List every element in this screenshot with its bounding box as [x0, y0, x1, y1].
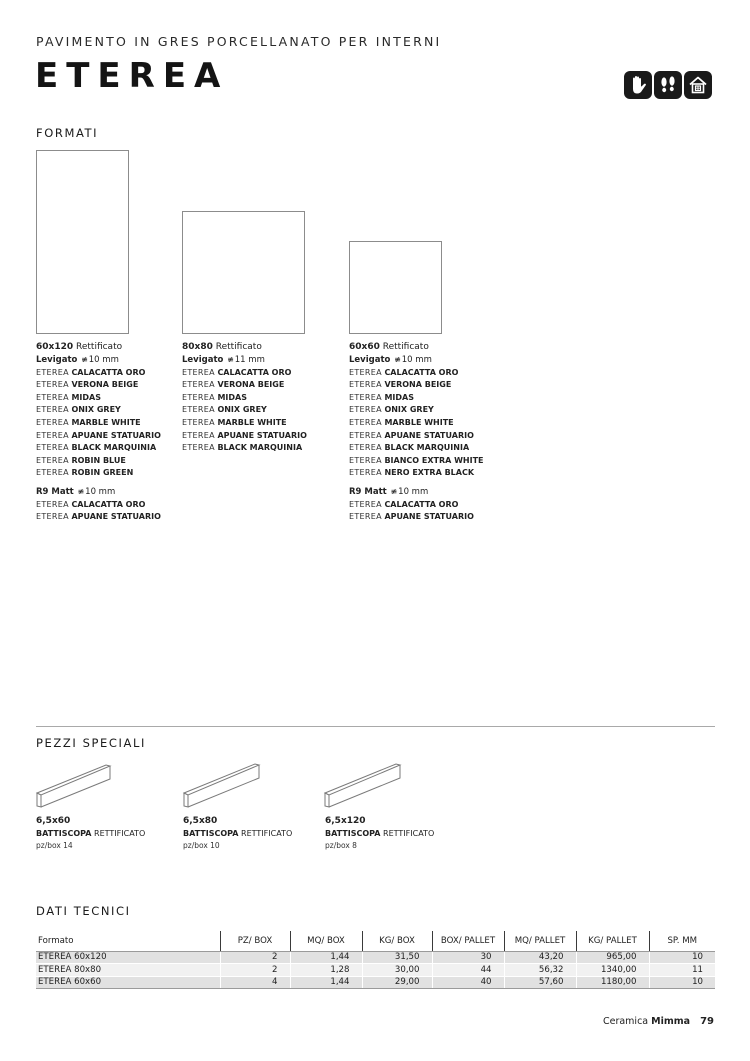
item-prefix: ETEREA — [349, 392, 382, 402]
hand-stop-icon — [624, 71, 652, 99]
page-footer — [603, 1016, 714, 1027]
footer-brand-light: Ceramica — [602, 1016, 649, 1027]
item-name: NERO EXTRA BLACK — [384, 468, 475, 478]
table-header-cell: KG/ PALLET — [576, 931, 649, 951]
format-thickness: 10 mm — [85, 486, 116, 497]
home-icon — [684, 71, 712, 99]
table-cell: 10 — [649, 951, 715, 964]
special-piece-name: BATTISCOPA — [325, 828, 381, 838]
format-size-note: Rettificato — [382, 342, 429, 352]
table-row — [36, 964, 715, 977]
item-prefix: ETEREA — [36, 367, 69, 377]
list-item — [182, 442, 307, 455]
table-cell: 2 — [220, 951, 290, 964]
list-item — [182, 404, 307, 417]
item-name: BLACK MARQUINIA — [384, 443, 470, 453]
item-name: APUANE STATUARIO — [217, 430, 307, 440]
item-prefix: ETEREA — [36, 380, 69, 390]
list-item — [36, 511, 161, 524]
list-item — [349, 442, 484, 455]
item-prefix: ETEREA — [349, 367, 382, 377]
list-item — [182, 379, 307, 392]
list-item — [349, 404, 484, 417]
page-title: ETEREA — [35, 56, 229, 96]
special-piece — [36, 815, 145, 853]
item-name: CALACATTA ORO — [384, 367, 459, 377]
thickness-icon: ≢ — [390, 486, 398, 496]
list-item — [182, 367, 307, 380]
table-cell: ETEREA 60x60 — [36, 976, 220, 989]
table-header-cell: KG/ BOX — [362, 931, 432, 951]
list-item — [349, 430, 484, 443]
table-cell: 57,60 — [504, 976, 576, 989]
item-name: ONIX GREY — [217, 405, 267, 415]
footer-brand-bold: Mimma — [651, 1016, 691, 1027]
item-prefix: ETEREA — [36, 417, 69, 427]
list-item — [36, 379, 161, 392]
footprints-icon — [654, 71, 682, 99]
format-finish: Levigato — [349, 355, 391, 365]
item-prefix: ETEREA — [182, 392, 215, 402]
formati-title: FORMATI — [36, 126, 99, 140]
table-cell: 10 — [649, 976, 715, 989]
item-prefix: ETEREA — [182, 417, 215, 427]
format-column — [182, 341, 307, 455]
table-cell: 40 — [432, 976, 504, 989]
item-prefix: ETEREA — [36, 392, 69, 402]
list-item — [349, 379, 484, 392]
table-cell: 965,00 — [576, 951, 649, 964]
item-prefix: ETEREA — [182, 405, 215, 415]
item-prefix: ETEREA — [349, 430, 382, 440]
item-name: VERONA BEIGE — [384, 380, 452, 390]
item-prefix: ETEREA — [349, 512, 382, 522]
format-finish: R9 Matt — [36, 486, 74, 497]
table-cell: 29,00 — [362, 976, 432, 989]
format-size-note: Rettificato — [215, 342, 262, 352]
format-finish: Levigato — [182, 355, 224, 365]
item-name: APUANE STATUARIO — [71, 430, 161, 440]
list-item — [36, 404, 161, 417]
special-piece-pz: pz/box 10 — [183, 841, 220, 850]
item-name: ONIX GREY — [384, 405, 434, 415]
tile-80x80-preview — [182, 211, 305, 334]
item-name: APUANE STATUARIO — [384, 430, 474, 440]
list-item — [36, 417, 161, 430]
item-name: ROBIN BLUE — [71, 455, 126, 465]
item-name: MIDAS — [217, 392, 247, 402]
item-prefix: ETEREA — [36, 499, 69, 509]
list-item — [36, 392, 161, 405]
thickness-icon: ≢ — [394, 355, 401, 364]
table-cell: 30,00 — [362, 964, 432, 977]
table-cell: 44 — [432, 964, 504, 977]
format-column — [349, 341, 484, 524]
format-thickness: 10 mm — [401, 355, 432, 365]
format-size: 80x80 — [182, 342, 213, 352]
list-item — [36, 455, 161, 468]
table-row — [36, 976, 715, 989]
table-cell: 56,32 — [504, 964, 576, 977]
item-name: MARBLE WHITE — [384, 417, 454, 427]
section-divider — [36, 726, 715, 727]
list-item — [182, 392, 307, 405]
table-cell: ETEREA 80x80 — [36, 964, 220, 977]
tile-60x60-preview — [349, 241, 442, 334]
list-item — [36, 367, 161, 380]
special-piece-pz: pz/box 14 — [36, 841, 73, 850]
thickness-icon: ≢ — [81, 355, 88, 364]
skirting-60-illustration — [34, 760, 114, 810]
list-item — [349, 499, 484, 512]
special-piece — [183, 815, 292, 853]
list-item — [36, 499, 161, 512]
list-item — [182, 430, 307, 443]
item-prefix: ETEREA — [36, 405, 69, 415]
special-piece-note: RETTIFICATO — [241, 828, 293, 838]
table-cell: 1,44 — [290, 976, 362, 989]
format-size-note: Rettificato — [76, 342, 123, 352]
special-piece-note: RETTIFICATO — [94, 828, 146, 838]
item-name: APUANE STATUARIO — [71, 512, 161, 522]
item-prefix: ETEREA — [36, 455, 69, 465]
item-prefix: ETEREA — [182, 443, 215, 453]
table-header-cell: Formato — [36, 931, 220, 951]
dati-tecnici-title: DATI TECNICI — [36, 904, 131, 918]
table-header-cell: SP. MM — [649, 931, 715, 951]
item-name: APUANE STATUARIO — [384, 512, 474, 522]
item-name: VERONA BEIGE — [71, 380, 139, 390]
item-prefix: ETEREA — [36, 430, 69, 440]
item-prefix: ETEREA — [182, 380, 215, 390]
item-name: MIDAS — [71, 392, 101, 402]
skirting-80-illustration — [181, 760, 261, 810]
special-piece-size: 6,5x120 — [325, 816, 366, 826]
item-name: BLACK MARQUINIA — [217, 443, 303, 453]
item-name: CALACATTA ORO — [217, 367, 292, 377]
special-piece — [325, 815, 434, 853]
table-header-cell: MQ/ PALLET — [504, 931, 576, 951]
table-cell: 43,20 — [504, 951, 576, 964]
table-header-row — [36, 931, 715, 951]
item-prefix: ETEREA — [349, 405, 382, 415]
list-item — [36, 467, 161, 480]
list-item — [349, 392, 484, 405]
table-cell: 4 — [220, 976, 290, 989]
technical-data-table — [36, 931, 715, 989]
item-prefix: ETEREA — [349, 380, 382, 390]
table-cell: 1340,00 — [576, 964, 649, 977]
skirting-120-illustration — [322, 760, 402, 810]
format-finish: R9 Matt — [349, 486, 387, 497]
table-cell: 11 — [649, 964, 715, 977]
list-item — [182, 417, 307, 430]
item-name: VERONA BEIGE — [217, 380, 285, 390]
tile-60x120-preview — [36, 150, 129, 334]
special-piece-size: 6,5x60 — [36, 816, 71, 826]
table-cell: 1,28 — [290, 964, 362, 977]
special-piece-name: BATTISCOPA — [36, 828, 92, 838]
table-cell: 1180,00 — [576, 976, 649, 989]
item-prefix: ETEREA — [36, 468, 69, 478]
item-name: ROBIN GREEN — [71, 468, 134, 478]
item-prefix: ETEREA — [349, 455, 382, 465]
special-piece-pz: pz/box 8 — [325, 841, 357, 850]
item-prefix: ETEREA — [36, 512, 69, 522]
item-prefix: ETEREA — [36, 443, 69, 453]
item-prefix: ETEREA — [349, 443, 382, 453]
item-name: BLACK MARQUINIA — [71, 443, 157, 453]
format-thickness: 11 mm — [234, 355, 265, 365]
list-item — [36, 430, 161, 443]
format-finish: Levigato — [36, 355, 78, 365]
item-name: CALACATTA ORO — [71, 367, 146, 377]
table-cell: 31,50 — [362, 951, 432, 964]
list-item — [349, 455, 484, 468]
special-piece-note: RETTIFICATO — [383, 828, 435, 838]
pezzi-speciali-title: PEZZI SPECIALI — [36, 736, 146, 750]
item-name: ONIX GREY — [71, 405, 121, 415]
table-cell: ETEREA 60x120 — [36, 951, 220, 964]
list-item — [36, 442, 161, 455]
item-name: CALACATTA ORO — [384, 499, 459, 509]
table-cell: 30 — [432, 951, 504, 964]
item-prefix: ETEREA — [182, 430, 215, 440]
format-thickness: 10 mm — [398, 486, 429, 497]
item-prefix: ETEREA — [349, 499, 382, 509]
item-name: CALACATTA ORO — [71, 499, 146, 509]
list-item — [349, 417, 484, 430]
table-row — [36, 951, 715, 964]
special-piece-name: BATTISCOPA — [183, 828, 239, 838]
thickness-icon: ≢ — [227, 355, 234, 364]
format-thickness: 10 mm — [88, 355, 119, 365]
item-prefix: ETEREA — [349, 417, 382, 427]
table-header-cell: PZ/ BOX — [220, 931, 290, 951]
item-prefix: ETEREA — [182, 367, 215, 377]
usage-icons — [624, 71, 712, 99]
format-size: 60x120 — [36, 342, 74, 352]
item-name: MARBLE WHITE — [71, 417, 141, 427]
item-name: MARBLE WHITE — [217, 417, 287, 427]
list-item — [349, 511, 484, 524]
table-header-cell: BOX/ PALLET — [432, 931, 504, 951]
item-prefix: ETEREA — [349, 468, 382, 478]
special-piece-size: 6,5x80 — [183, 816, 218, 826]
format-size: 60x60 — [349, 342, 380, 352]
page-subtitle: PAVIMENTO IN GRES PORCELLANATO PER INTERNI — [36, 34, 442, 49]
item-name: MIDAS — [384, 392, 414, 402]
format-column — [36, 341, 161, 524]
list-item — [349, 367, 484, 380]
table-cell: 2 — [220, 964, 290, 977]
list-item — [349, 467, 484, 480]
page-number: 79 — [700, 1016, 714, 1027]
table-header-cell: MQ/ BOX — [290, 931, 362, 951]
thickness-icon: ≢ — [77, 486, 85, 496]
item-name: BIANCO EXTRA WHITE — [384, 455, 484, 465]
table-cell: 1,44 — [290, 951, 362, 964]
